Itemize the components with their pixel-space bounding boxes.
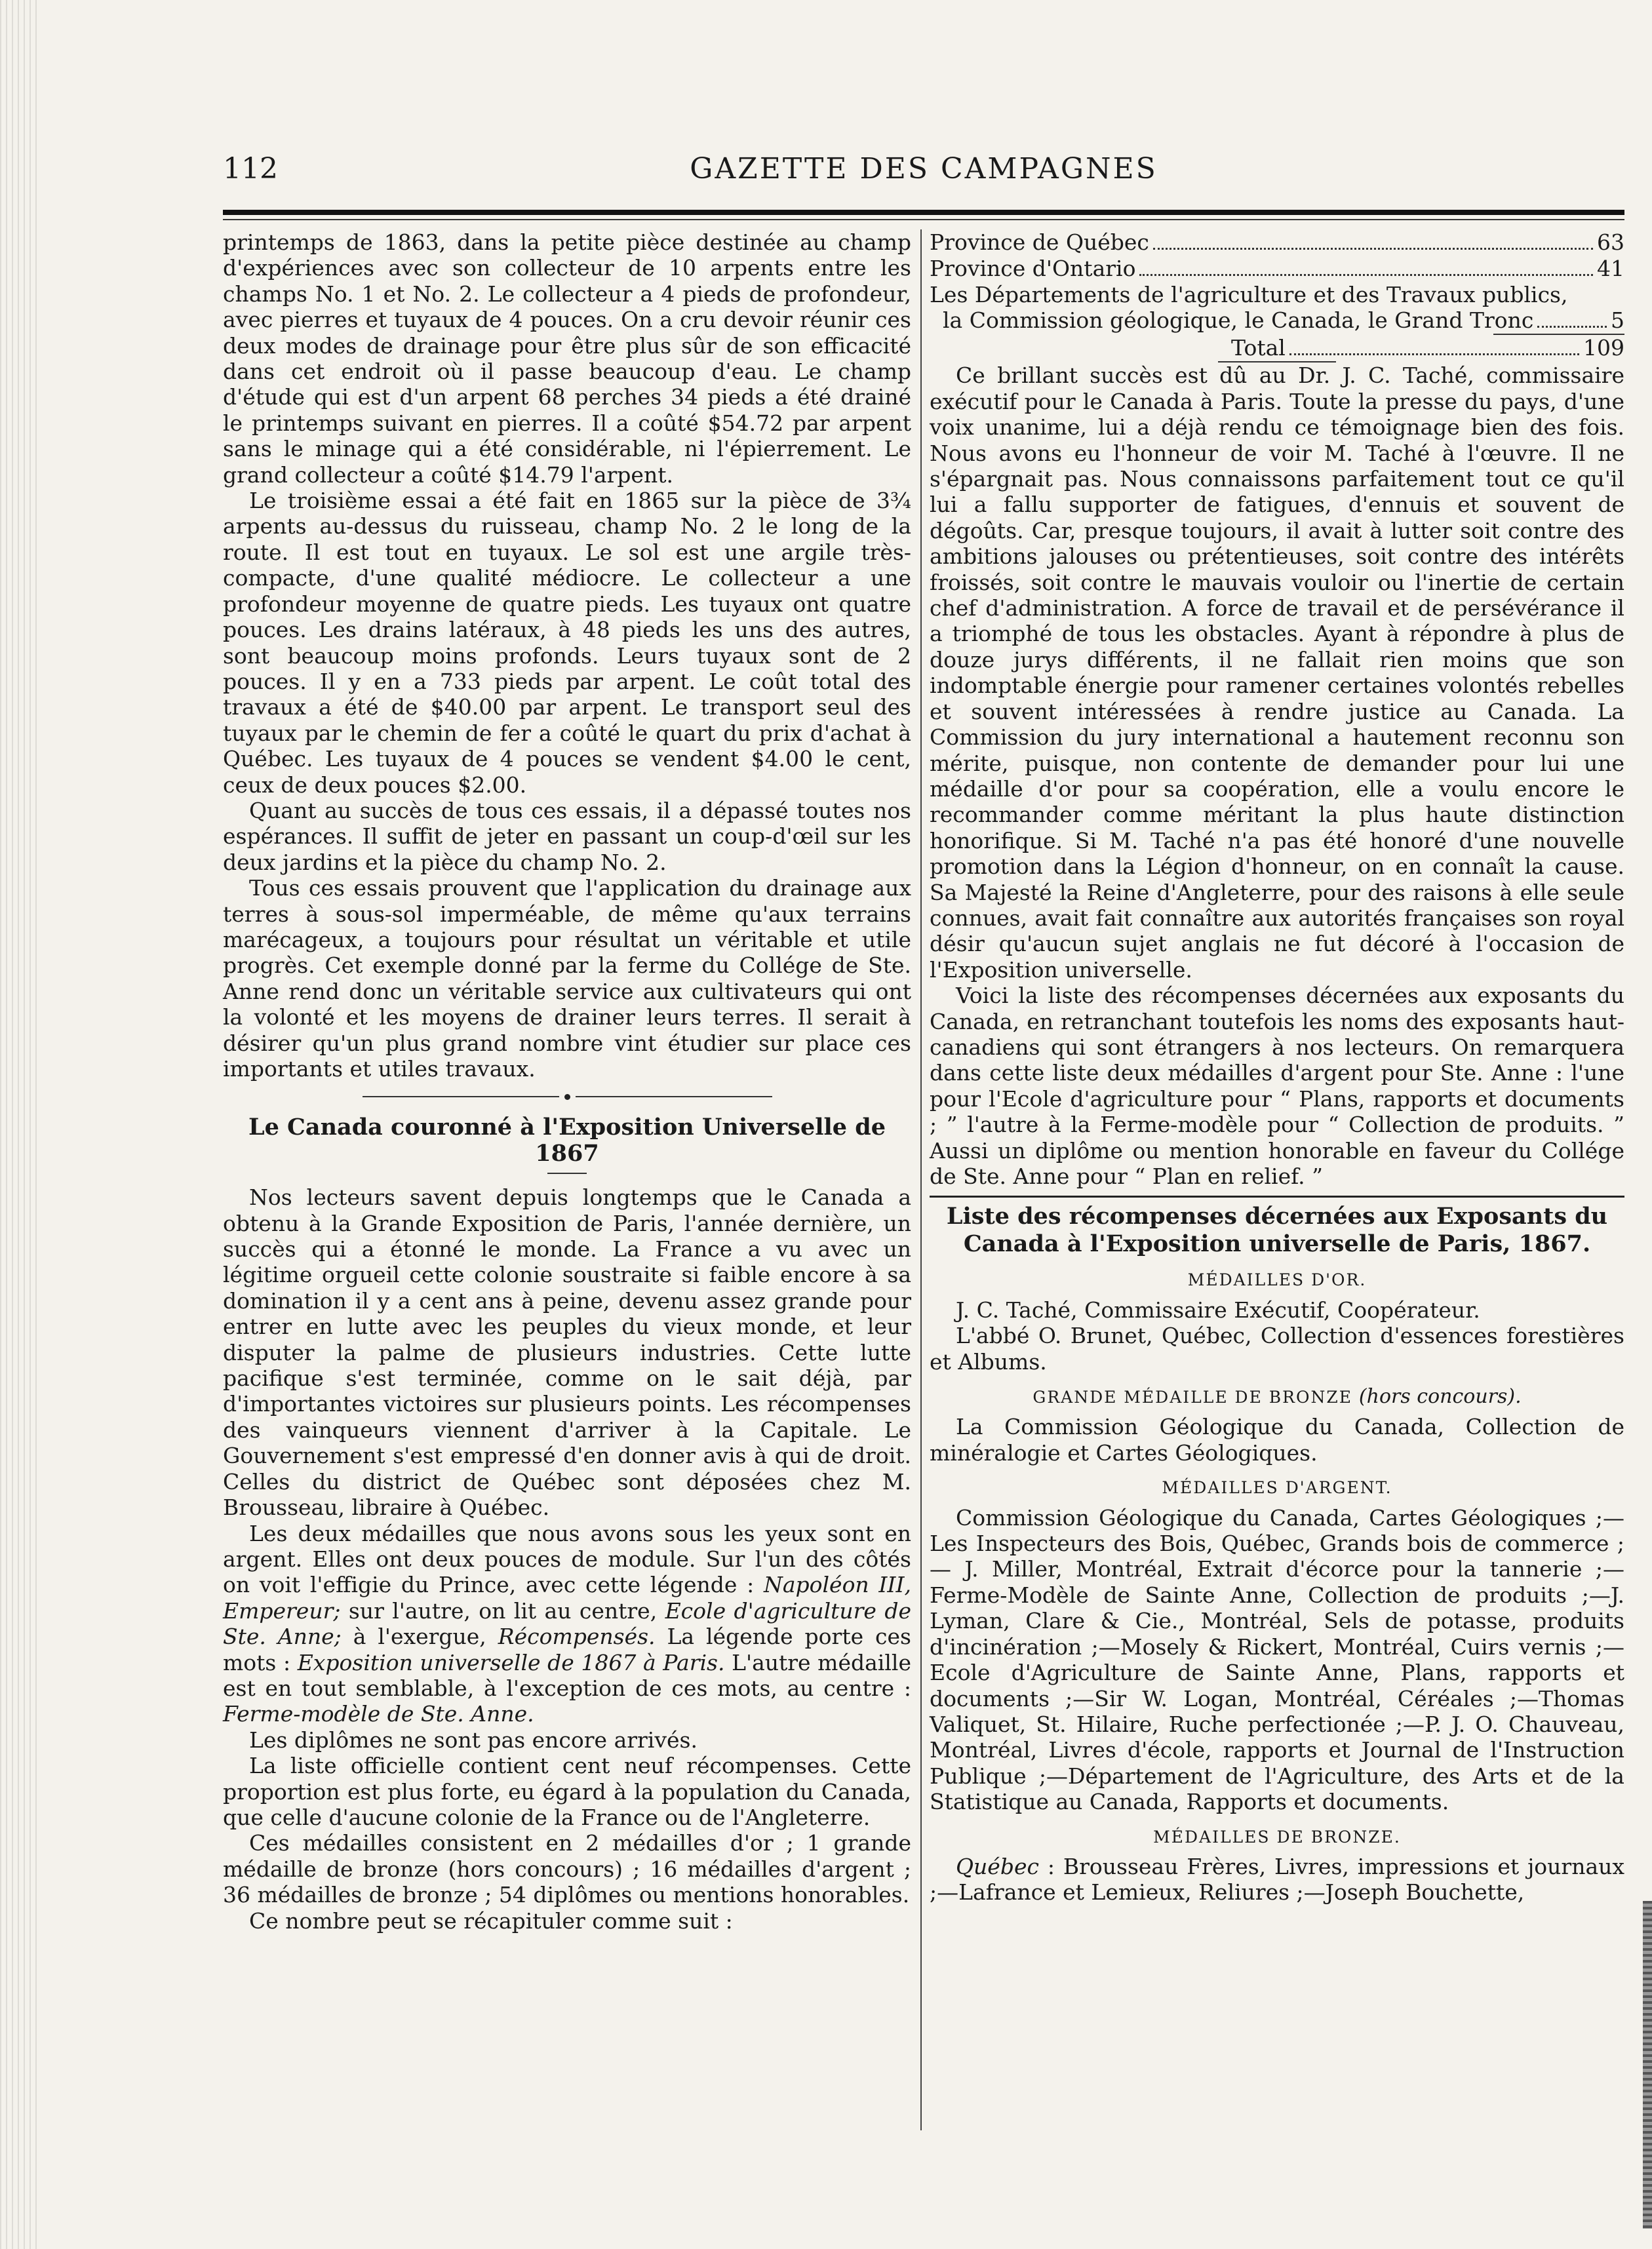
paragraph: Ces médailles consistent en 2 médailles d'or ; 1 grande médaille de bronze (hors concours) ; 16 médailles d'argent ; 36 médailles de bronze ; 54 diplômes ou mentions honorables. xyxy=(223,1830,911,1908)
paragraph-medals: Les deux médailles que nous avons sous les yeux sont en argent. Elles ont deux pouces de module. Sur l'un des côtés on voit l'effigie du Prince, avec cette légende : Napoléon III, Empereur; sur l'autre, on lit au centre, Ecole d'agriculture de Ste. Anne; à l'exergue, Récompensés. La légende porte ces mots : Exposition universelle de 1867 à Paris. L'autre médaille est en tout semblable, à l'exception de ces mots, au centre : Ferme-modèle de Ste. Anne. xyxy=(223,1520,911,1727)
recap-row: la Commission géologique, le Canada, le Grand Tronc 5 xyxy=(943,307,1624,334)
heading-rule xyxy=(547,1173,587,1174)
paragraph: Les diplômes ne sont pas encore arrivés. xyxy=(249,1727,698,1753)
section-bronze-medals: MÉDAILLES DE BRONZE. xyxy=(1153,1827,1401,1847)
left-column xyxy=(223,229,911,1934)
recap-line: Les Départements de l'agriculture et des Travaux publics, xyxy=(930,282,1568,307)
award-entry: L'abbé O. Brunet, Québec, Collection d'essences forestières et Albums. xyxy=(930,1323,1624,1375)
paragraph: printemps de 1863, dans la petite pièce destinée au champ d'expériences avec son collecteur de 10 arpents entre les champs No. 1 et No. 2. Le collecteur a 4 pieds de profondeur, avec pierres et tuyaux de 4 pouces. On a cru devoir réunir ces deux modes de drainage pour être plus sûr de son efficacité dans cet endroit où il passe beaucoup d'eau. Le champ d'étude qui est d'un arpent 68 perches 34 pieds a été drainé le printemps suivant en pierres. Il a coûté $54.72 par arpent sans le minage qui a été considérable, ni l'épierrement. Le grand collecteur a coûté $14.79 l'arpent. xyxy=(223,229,911,488)
right-column xyxy=(930,229,1624,1906)
recap-row: Province de Québec 63 xyxy=(930,229,1624,255)
total-row: Total 109 xyxy=(1231,335,1624,361)
paragraph: Nos lecteurs savent depuis longtemps que le Canada a obtenu à la Grande Exposition de Paris, l'année dernière, un succès qui a étonné le monde. La France a vu avec un légitime orgueil cette colonie soustraite si faible encore à sa domination il y a cent ans à peine, devenu assez grande pour entrer en lutte avec les peuples du vieux monde, et leur disputer la palme de plusieurs industries. Cette lutte pacifique s'est terminée, comme on le sait déjà, par d'importantes victoires sur plusieurs points. Les récompenses des vainqueurs viennent d'arriver à la Capitale. Le Gouvernement s'est empressé d'en donner avis à qui de droit. Celles du district de Québec sont déposées chez M. Brousseau, libraire à Québec. xyxy=(223,1184,911,1521)
award-entry: Québec : Brousseau Frères, Livres, impressions et journaux ;—Lafrance et Lemieux, Reliures ;—Joseph Bouchette, xyxy=(930,1853,1624,1906)
list-heading: Liste des récompenses décernées aux Exposants du Canada à l'Exposition universelle de Paris, 1867. xyxy=(946,1203,1608,1258)
award-entry: La Commission Géologique du Canada, Collection de minéralogie et Cartes Géologiques. xyxy=(930,1414,1624,1466)
list-rule xyxy=(930,1196,1624,1198)
recap-row: Province d'Ontario 41 xyxy=(930,256,1624,281)
header-rule-thin xyxy=(223,219,1624,220)
section-grand-bronze: GRANDE MÉDAILLE DE BRONZE (hors concours). xyxy=(1032,1385,1522,1409)
paragraph: Quant au succès de tous ces essais, il a dépassé toutes nos espérances. Il suffit de jeter en passant un coup-d'œil sur les deux jardins et la pièce du champ No. 2. xyxy=(223,797,911,875)
section-silver-medals: MÉDAILLES D'ARGENT. xyxy=(1162,1478,1392,1498)
section-separator xyxy=(223,1087,911,1106)
paragraph: Le troisième essai a été fait en 1865 sur la pièce de 3¾ arpents au-dessus du ruisseau, champ No. 2 le long de la route. Il est tout en tuyaux. Le sol est une argile très-compacte, d'une qualité médiocre. Le collecteur a une profondeur moyenne de quatre pieds. Les tuyaux ont quatre pouces. Les drains latéraux, à 48 pieds les uns des autres, sont beaucoup moins profonds. Leurs tuyaux sont de 2 pouces. Il y en a 733 pieds par arpent. Le coût total des travaux a été de $40.00 par arpent. Le transport seul des tuyaux par le chemin de fer a coûté le quart du prix d'achat à Québec. Les tuyaux de 4 pouces se vendent $4.00 le cent, ceux de deux pouces $2.00. xyxy=(223,488,911,798)
page-number: 112 xyxy=(223,152,278,186)
page-header xyxy=(223,152,1624,191)
section-gold-medals: MÉDAILLES D'OR. xyxy=(1187,1270,1367,1290)
paragraph: Ce brillant succès est dû au Dr. J. C. Taché, commissaire exécutif pour le Canada à Paris. Toute la presse du pays, d'une voix unanime, lui a déjà rendu ce témoignage bien des fois. Nous avons eu l'honneur de voir M. Taché à l'œuvre. Il ne s'épargnait pas. Nous connaissons parfaitement tout ce qu'il lui a fallu supporter de fatigues, d'ennuis et souvent de dégoûts. Car, presque toujours, il avait à lutter soit contre des ambitions jalouses ou prétentieuses, soit contre des intérêts froissés, soit contre le mauvais vouloir ou l'inertie de certain chef d'administration. A force de travail et de persévérance il a triomphé de tous les obstacles. Ayant à répondre à plus de douze jurys différents, il ne fallait rien moins que son indomptable énergie pour ramener certaines volontés rebelles et souvent intéressées à rendre justice au Canada. La Commission du jury international a hautement reconnu son mérite, puisque, non contente de demander pour lui une médaille d'or pour sa coopération, elle a voulu encore le recommander comme méritant la plus haute distinction honorifique. Si M. Taché n'a pas été honoré d'une nouvelle promotion dans la Légion d'honneur, on en connaît la cause. Sa Majesté la Reine d'Angleterre, pour des raisons à elle seule connues, avait fait connaître aux autorités françaises son royal désir qu'aucun sujet anglais ne fut décoré à l'occasion de l'Exposition universelle. xyxy=(930,362,1624,983)
scan-edge-left xyxy=(0,0,39,2249)
publication-title: GAZETTE DES CAMPAGNES xyxy=(690,152,1158,186)
award-entry: Commission Géologique du Canada, Cartes Géologiques ;— Les Inspecteurs des Bois, Québec, Grands bois de commerce ;— J. Miller, Montréal, Extrait d'écorce pour la tannerie ;— Ferme-Modèle de Sainte Anne, Collection de produits ;—J. Lyman, Clare & Cie., Montréal, Sels de potasse, produits d'incinération ;—Mosely & Rickert, Montréal, Cuirs vernis ;— Ecole d'Agriculture de Sainte Anne, Plans, rapports et documents ;—Sir W. Logan, Montréal, Céréales ;—Thomas Valiquet, St. Hilaire, Ruche perfectionée ;—P. J. O. Chauveau, Montréal, Livres d'école, rapports et Journal de l'Instruction Publique ;—Département de l'Agriculture, des Arts et de la Statistique au Canada, Rapports et documents. xyxy=(930,1504,1624,1815)
paragraph: La liste officielle contient cent neuf récompenses. Cette proportion est plus forte, eu égard à la population du Canada, que celle d'aucune colonie de la France ou de l'Angleterre. xyxy=(223,1753,911,1830)
scan-edge-right xyxy=(1643,1901,1652,2229)
paragraph: Voici la liste des récompenses décernées aux exposants du Canada, en retranchant toutefois les noms des exposants haut-canadiens qui sont étrangers à nos lecteurs. On remarquera dans cette liste deux médailles d'argent pour Ste. Anne : l'une pour l'Ecole d'agriculture pour “ Plans, rapports et documents ; ” l'autre à la Ferme-modèle pour “ Collection de produits. ” Aussi un diplôme ou mention honorable en faveur du Collége de Ste. Anne pour “ Plan en relief. ” xyxy=(930,983,1624,1189)
column-divider xyxy=(920,229,922,2130)
paragraph: Tous ces essais prouvent que l'application du drainage aux terres à sous-sol imperméable, de même qu'aux terrains marécageux, a toujours pour résultat un véritable et utile progrès. Cet exemple donné par la ferme du Collége de Ste. Anne rend donc un véritable service aux cultivateurs qui ont la volonté et les moyens de drainer leurs terres. Il serait à désirer qu'un plus grand nombre vint étudier sur place ces importants et utiles travaux. xyxy=(223,875,911,1082)
paragraph: Ce nombre peut se récapituler comme suit : xyxy=(249,1907,733,1934)
header-rule xyxy=(223,210,1624,215)
article-heading: Le Canada couronné à l'Exposition Universelle de 1867 xyxy=(248,1114,886,1167)
award-entry: J. C. Taché, Commissaire Exécutif, Coopérateur. xyxy=(956,1297,1480,1323)
